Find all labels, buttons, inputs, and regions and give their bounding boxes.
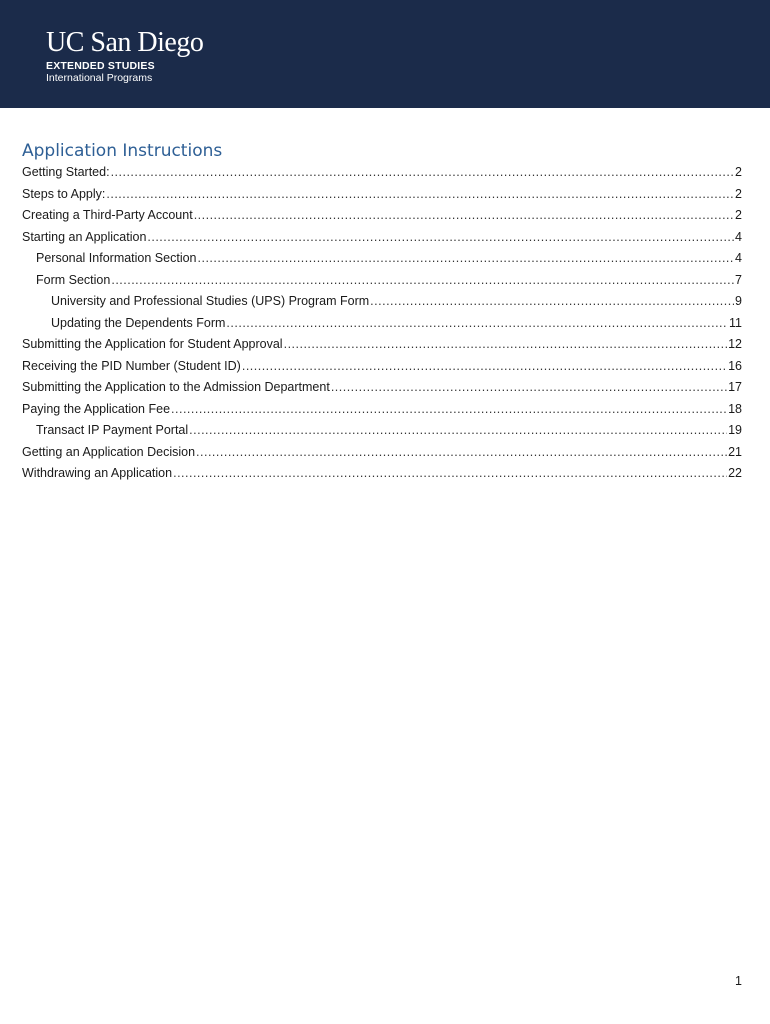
toc-entry-label: Transact IP Payment Portal — [36, 423, 189, 437]
toc-dot-leader — [111, 270, 734, 292]
toc-entry-label: Form Section — [36, 272, 111, 287]
toc-entry-page: 17 — [728, 380, 742, 394]
toc-entry[interactable] — [22, 377, 742, 399]
toc-entry[interactable] — [22, 420, 742, 442]
toc-entry[interactable] — [22, 291, 742, 313]
document-title: Application Instructions — [22, 141, 223, 161]
toc-entry-page: 2 — [735, 165, 742, 179]
toc-entry[interactable] — [22, 248, 742, 270]
toc-entry[interactable] — [22, 162, 742, 184]
toc-entry-page: 2 — [735, 208, 742, 222]
toc-entry[interactable] — [22, 463, 742, 485]
toc-entry-page: 22 — [728, 466, 742, 480]
toc-entry[interactable] — [22, 399, 742, 421]
toc-entry-page: 2 — [735, 186, 742, 201]
toc-dot-leader — [331, 377, 727, 399]
toc-entry-label: Receiving the PID Number (Student ID) — [22, 358, 241, 373]
toc-entry-label: Getting an Application Decision — [22, 444, 196, 459]
logo-international-programs: International Programs — [46, 72, 153, 84]
toc-entry-label: Getting Started: — [22, 165, 110, 179]
toc-dot-leader — [284, 334, 728, 356]
toc-dot-leader — [111, 162, 734, 184]
table-of-contents — [22, 162, 742, 485]
toc-entry-page: 9 — [735, 294, 742, 308]
toc-entry[interactable] — [22, 184, 742, 206]
toc-entry-page: 7 — [735, 272, 742, 287]
toc-dot-leader — [242, 356, 727, 378]
toc-entry-label: Submitting the Application for Student Approval — [22, 337, 283, 351]
toc-entry-label: Creating a Third-Party Account — [22, 208, 193, 222]
toc-dot-leader — [226, 313, 728, 335]
toc-entry[interactable] — [22, 270, 742, 292]
toc-entry-page: 21 — [728, 444, 742, 459]
toc-entry-label: Personal Information Section — [36, 251, 197, 265]
toc-entry-label: Paying the Application Fee — [22, 401, 171, 416]
toc-dot-leader — [173, 463, 727, 485]
toc-entry-page: 19 — [728, 423, 742, 437]
toc-entry-label: Starting an Application — [22, 229, 147, 244]
toc-dot-leader — [196, 442, 727, 464]
toc-entry-page: 11 — [729, 315, 742, 330]
toc-dot-leader — [194, 205, 734, 227]
page-number: 1 — [735, 974, 742, 988]
toc-entry-label: Submitting the Application to the Admission Department — [22, 380, 330, 394]
toc-entry-label: University and Professional Studies (UPS) Program Form — [51, 294, 370, 308]
toc-entry[interactable] — [22, 442, 742, 464]
toc-entry[interactable] — [22, 313, 742, 335]
toc-entry-page: 12 — [728, 337, 742, 351]
toc-entry[interactable] — [22, 356, 742, 378]
toc-dot-leader — [106, 184, 734, 206]
logo-extended-studies: EXTENDED STUDIES — [46, 60, 155, 72]
toc-entry-page: 4 — [735, 229, 742, 244]
toc-dot-leader — [189, 420, 727, 442]
toc-entry-label: Updating the Dependents Form — [51, 315, 226, 330]
toc-entry[interactable] — [22, 227, 742, 249]
toc-dot-leader — [198, 248, 735, 270]
toc-entry-label: Steps to Apply: — [22, 186, 106, 201]
toc-entry[interactable] — [22, 334, 742, 356]
toc-entry-page: 18 — [728, 401, 742, 416]
uc-san-diego-logo — [46, 28, 203, 84]
toc-dot-leader — [171, 399, 727, 421]
toc-dot-leader — [147, 227, 734, 249]
logo-wordmark: UC San Diego — [46, 27, 204, 58]
toc-entry-label: Withdrawing an Application — [22, 466, 173, 480]
toc-dot-leader — [370, 291, 734, 313]
toc-entry-page: 4 — [735, 251, 742, 265]
header-banner — [0, 0, 770, 108]
toc-entry-page: 16 — [728, 358, 742, 373]
toc-entry[interactable] — [22, 205, 742, 227]
